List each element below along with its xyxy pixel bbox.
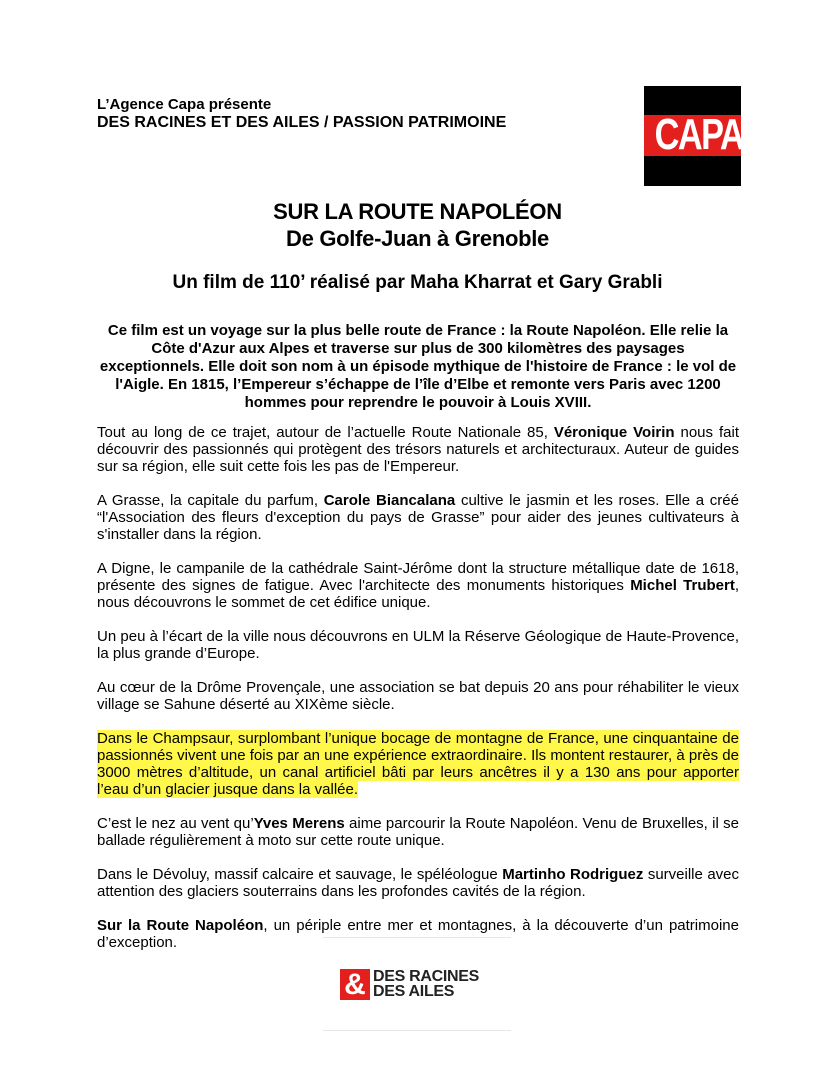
footer-divider-bottom [323,1030,511,1031]
agency-line: L’Agence Capa présente [97,96,272,113]
paragraph-text: aime parcourir la Route Napoléon. Venu de Bruxelles, il se ballade régulièrement à moto sur cette route unique. [97,815,739,849]
paragraph-merens [97,815,739,849]
person-name: Martinho Rodriguez [502,866,644,883]
person-name: Carole Biancalana [323,492,456,509]
logo-line-1: DES RACINES [373,968,480,985]
paragraph-champsaur [97,730,739,798]
paragraph-text: , un périple entre mer et montagnes, à la découverte d’un patrimoine d’exception. [97,917,739,951]
person-name: Véronique Voirin [553,424,675,441]
series-line: DES RACINES ET DES AILES / PASSION PATRIMOINE [97,114,507,131]
paragraph-text: Tout au long de ce trajet, autour de l’actuelle Route Nationale 85, [97,424,554,441]
paragraph-text: nous fait découvrir des passionnés qui protègent des trésors naturels et architecturaux. Auteur de guides sur sa région, elle suit cette fois les pas de l'Empereur. [97,424,739,475]
paragraph-drome: Au cœur de la Drôme Provençale, une association se bat depuis 20 ans pour réhabiliter le vieux village se Sahune déserté au XIXème siècle. [97,679,739,713]
paragraph-text: C’est le nez au vent qu’ [97,815,254,832]
paragraph-text: A Grasse, la capitale du parfum, [97,492,324,509]
emphasis-text: Sur la Route Napoléon [97,917,264,934]
logo-wordmark [373,969,479,999]
paragraph-digne [97,560,739,611]
capa-logo [644,86,744,186]
paragraph-text: surveille avec attention des glaciers souterrains dans les profondes cavités de la région. [97,866,739,900]
document-body [97,424,739,968]
title-line-1: SUR LA ROUTE NAPOLÉON [273,199,562,224]
paragraph-text: Dans le Dévoluy, massif calcaire et sauvage, le spéléologue [97,866,503,883]
document-title [0,198,835,252]
des-racines-logo [340,967,510,1003]
intro-paragraph: Ce film est un voyage sur la plus belle route de France : la Route Napoléon. Elle relie la Côte d'Azur aux Alpes et traverse sur plus de 300 kilomètres des paysages exceptionnels. Elle doit son nom à un épisode mythique de l'histoire de France : le vol de l'Aigle. En 1815, l’Empereur s’échappe de l’île d’Elbe et remonte vers Paris avec 1200 hommes pour reprendre le pouvoir à Louis XVIII. [99,322,737,411]
paragraph-ulm: Un peu à l’écart de la ville nous découvrons en ULM la Réserve Géologique de Haute-Provence, la plus grande d’Europe. [97,628,739,662]
paragraph-grasse [97,492,739,543]
footer-divider-top [323,937,511,938]
paragraph-devoluy [97,866,739,900]
paragraph-text: cultive le jasmin et les roses. Elle a créé “l'Association des fleurs d'exception du pays de Grasse” pour aider des jeunes cultivateurs à s'installer dans la région. [97,492,739,543]
paragraph-conclusion [97,917,739,951]
paragraph-text: A Digne, le campanile de la cathédrale Saint-Jérôme dont la structure métallique date de 1618, présente des signes de fatigue. Avec l'architecte des monuments historiques [97,560,739,594]
highlighted-text: Dans le Champsaur, surplombant l’unique bocage de montagne de France, une cinquantaine de passionnés vivent une fois par an une expérience extraordinaire. Ils montent restaurer, à près de 3000 mètres d’altitude, un canal artificiel bâti par leurs ancêtres il y a 130 ans pour apporter l’eau d’un glacier jusque dans la vallée. [97,730,739,798]
press-header [97,96,506,132]
paragraph-voirin [97,424,739,475]
paragraph-text: , nous découvrons le sommet de cet édifice unique. [97,577,739,611]
title-line-2: De Golfe-Juan à Grenoble [286,226,549,251]
person-name: Yves Merens [253,815,345,832]
capa-logo-text: CAPA [654,110,744,159]
logo-line-2: DES AILES [373,983,455,1000]
film-subtitle: Un film de 110’ réalisé par Maha Kharrat et Gary Grabli [172,272,663,293]
ampersand-logo-mark: & [340,969,370,1000]
person-name: Michel Trubert [630,577,735,594]
